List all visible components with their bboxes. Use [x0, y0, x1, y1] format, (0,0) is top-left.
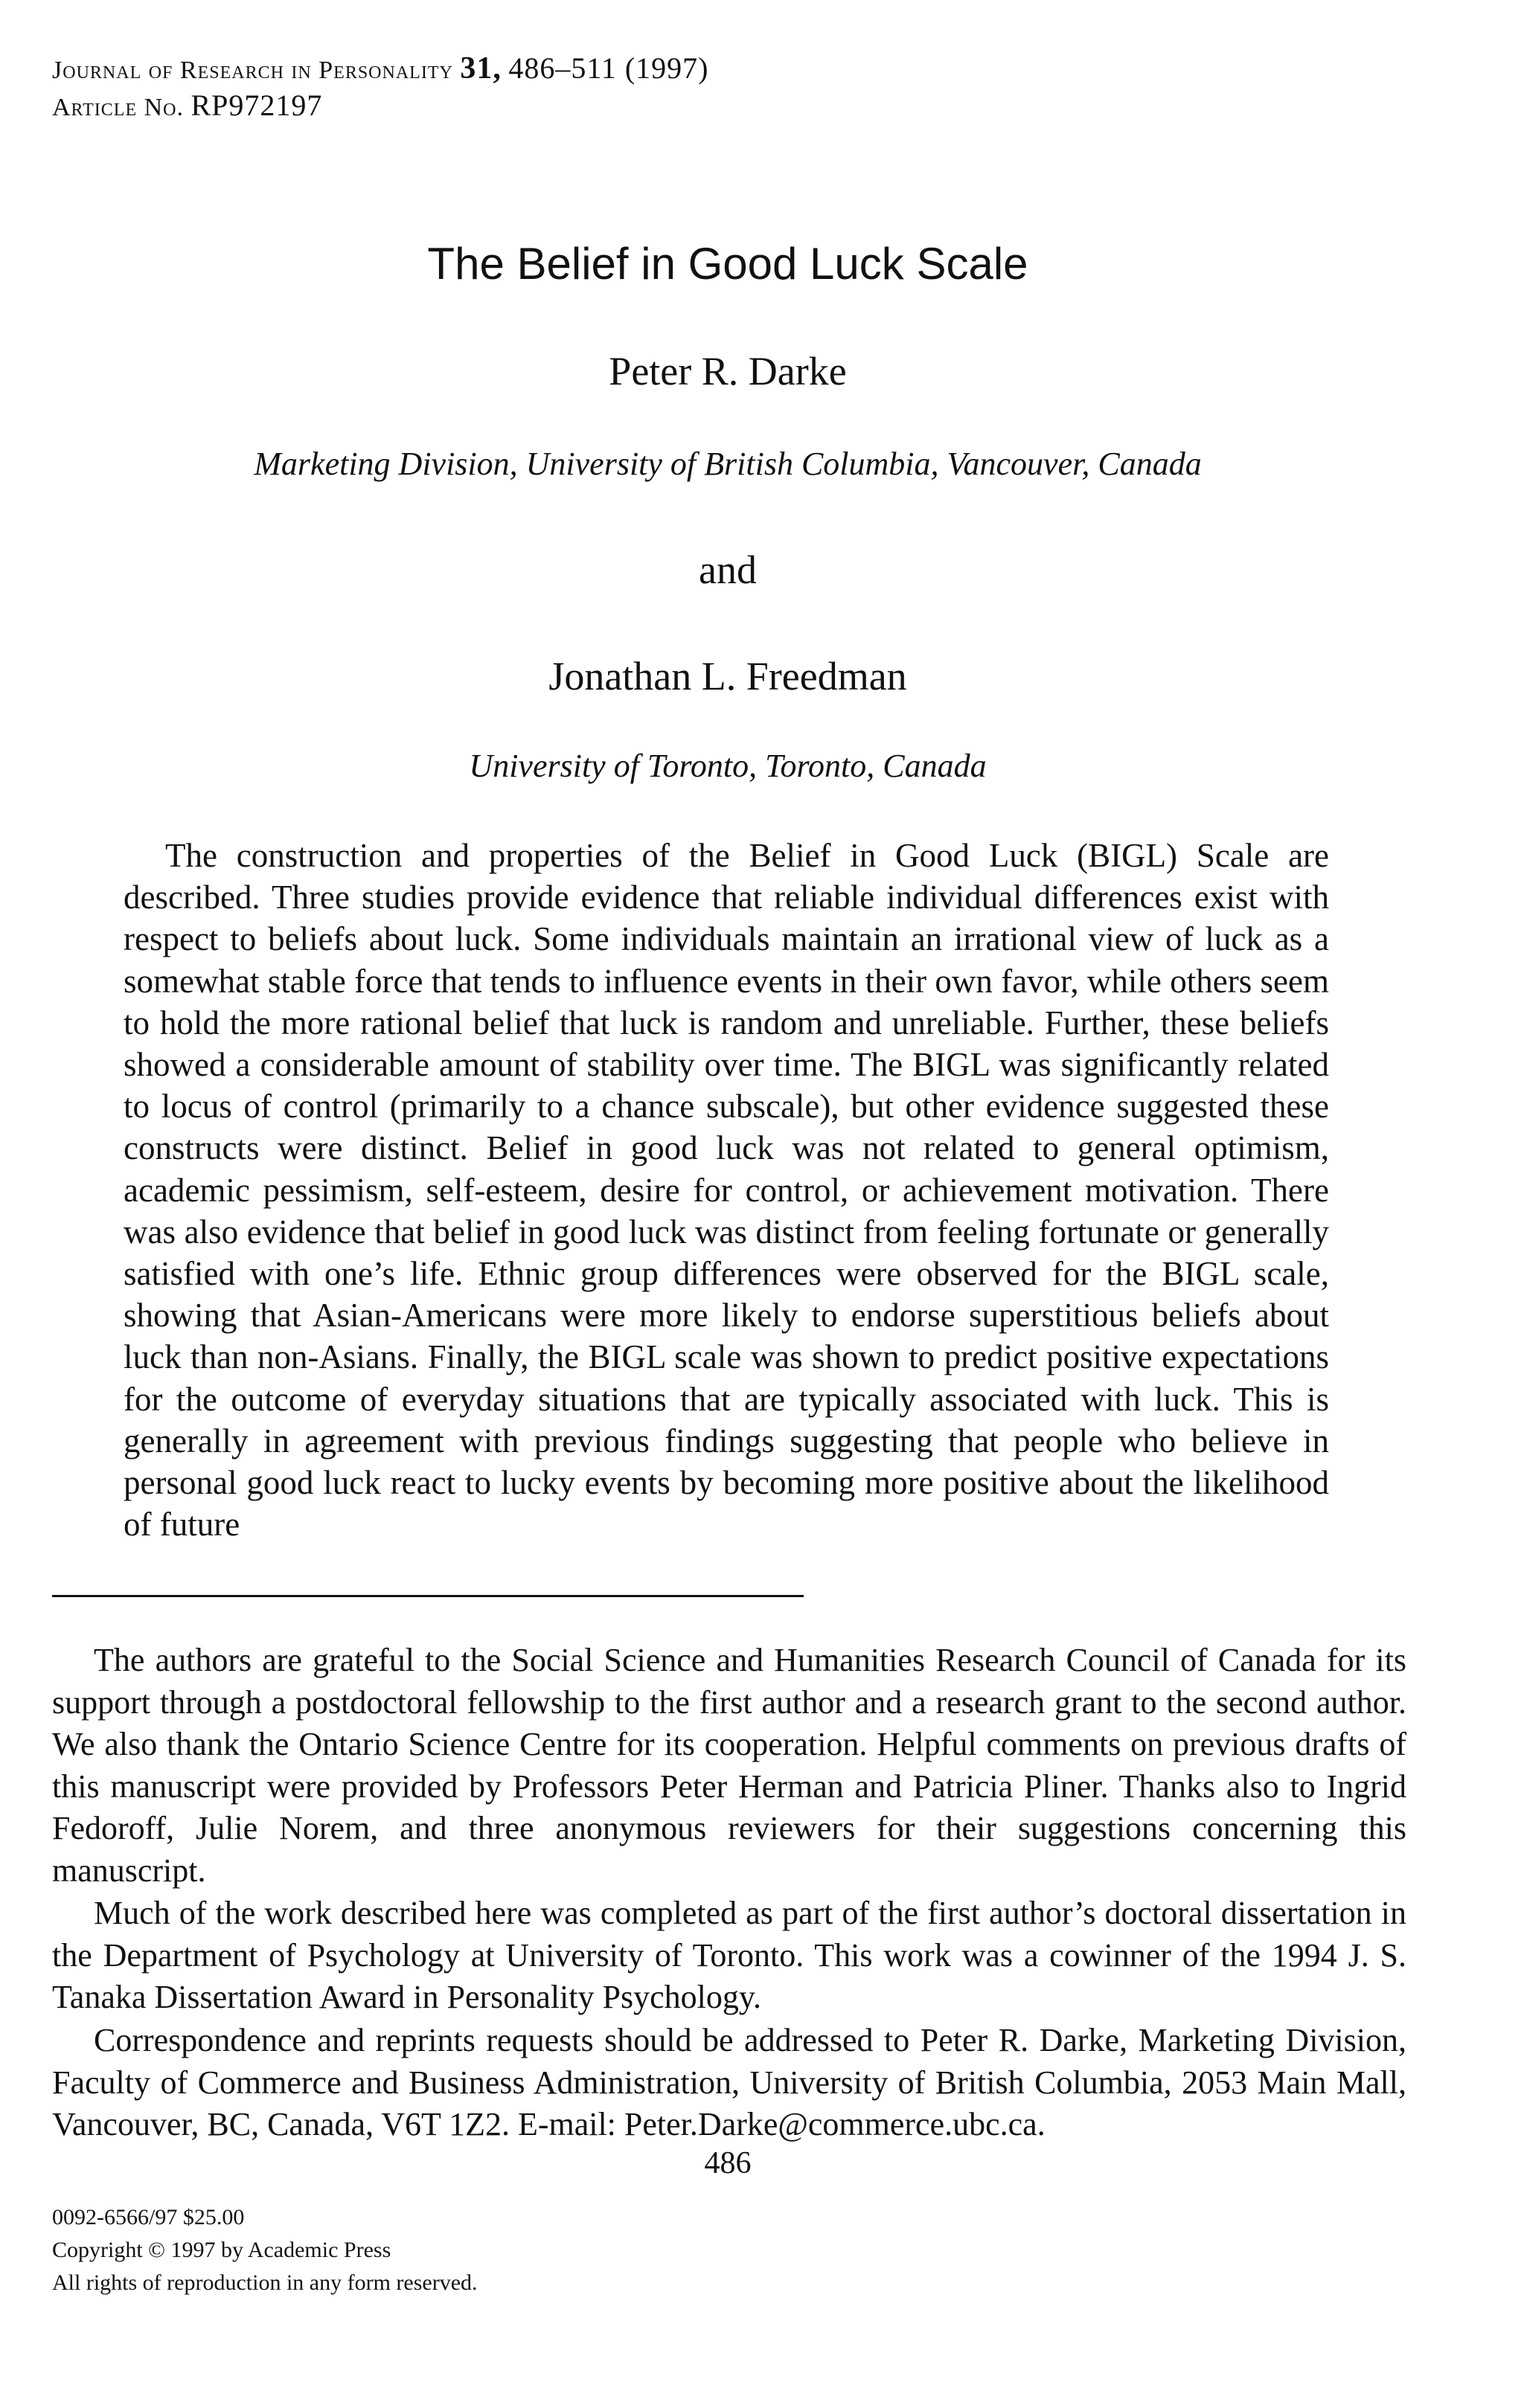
- issn-price: 0092-6566/97 $25.00: [52, 2205, 245, 2229]
- article-number-label: Article No.: [52, 94, 184, 121]
- affiliation-2: University of Toronto, Toronto, Canada: [469, 748, 987, 784]
- author-conjunction: and: [699, 548, 757, 592]
- author-1: Peter R. Darke: [609, 349, 847, 394]
- article-number-line: [52, 88, 322, 123]
- abstract: The construction and properties of the Belief in Good Luck (BIGL) Scale are described. Three studies provide evidence that reliable individual differences exist with respect to beliefs about luck. Some individuals maintain an irrational view of luck as a somewhat stable force that tends to influence events in their own favor, while others seem to hold the more rational belief that luck is random and unreliable. Further, these beliefs showed a considerable amount of stability over time. The BIGL was significantly related to locus of control (primarily to a chance subscale), but other evidence suggested these constructs were distinct. Belief in good luck was not related to general optimism, academic pessimism, self-esteem, desire for control, or achievement motivation. There was also evidence that belief in good luck was distinct from feeling fortunate or generally satisfied with one’s life. Ethnic group differences were observed for the BIGL scale, showing that Asian-Americans were more likely to endorse superstitious beliefs about luck than non-Asians. Finally, the BIGL scale was shown to predict positive expectations for the outcome of everyday situations that are typically associated with luck. This is generally in agreement with previous findings suggesting that people who believe in personal good luck react to lucky events by becoming more positive about the likelihood of future: [124, 837, 1329, 1544]
- footnote-divider: [52, 1595, 804, 1597]
- footnote-correspondence: Correspondence and reprints requests should be addressed to Peter R. Darke, Marketing Division, Faculty of Commerce and Business Administration, University of British Columbia, 2053 Main Mall, Vancouver, BC, Canada, V6T 1Z2. E-mail: Peter.Darke@commerce.ubc.ca.: [52, 2022, 1406, 2142]
- paper-title: The Belief in Good Luck Scale: [427, 239, 1028, 289]
- copyright-line: Copyright © 1997 by Academic Press: [52, 2238, 391, 2262]
- author-2: Jonathan L. Freedman: [548, 654, 907, 699]
- journal-citation: [52, 51, 708, 86]
- affiliation-1: Marketing Division, University of British Columbia, Vancouver, Canada: [254, 446, 1202, 482]
- footnote-acknowledgments: The authors are grateful to the Social Science and Humanities Research Council of Canada for its support through a postdoctoral fellowship to the first author and a research grant to the second author. We also thank the Ontario Science Centre for its cooperation. Helpful comments on previous drafts of this manuscript were provided by Professors Peter Herman and Patricia Pliner. Thanks also to Ingrid Fedoroff, Julie Norem, and three anonymous reviewers for their suggestions concerning this manuscript.: [52, 1642, 1406, 1889]
- page-number: 486: [704, 2146, 752, 2180]
- footnote-dissertation: Much of the work described here was completed as part of the first author’s doctoral dissertation in the Department of Psychology at University of Toronto. This work was a cowinner of the 1994 J. S. Tanaka Dissertation Award in Personality Psychology.: [52, 1895, 1406, 2015]
- journal-pages-year: 486–511 (1997): [508, 51, 709, 85]
- journal-name: Journal of Research in Personality: [52, 57, 453, 84]
- article-number: RP972197: [190, 89, 323, 122]
- journal-volume: 31,: [460, 51, 502, 86]
- rights-line: All rights of reproduction in any form reserved.: [52, 2270, 478, 2295]
